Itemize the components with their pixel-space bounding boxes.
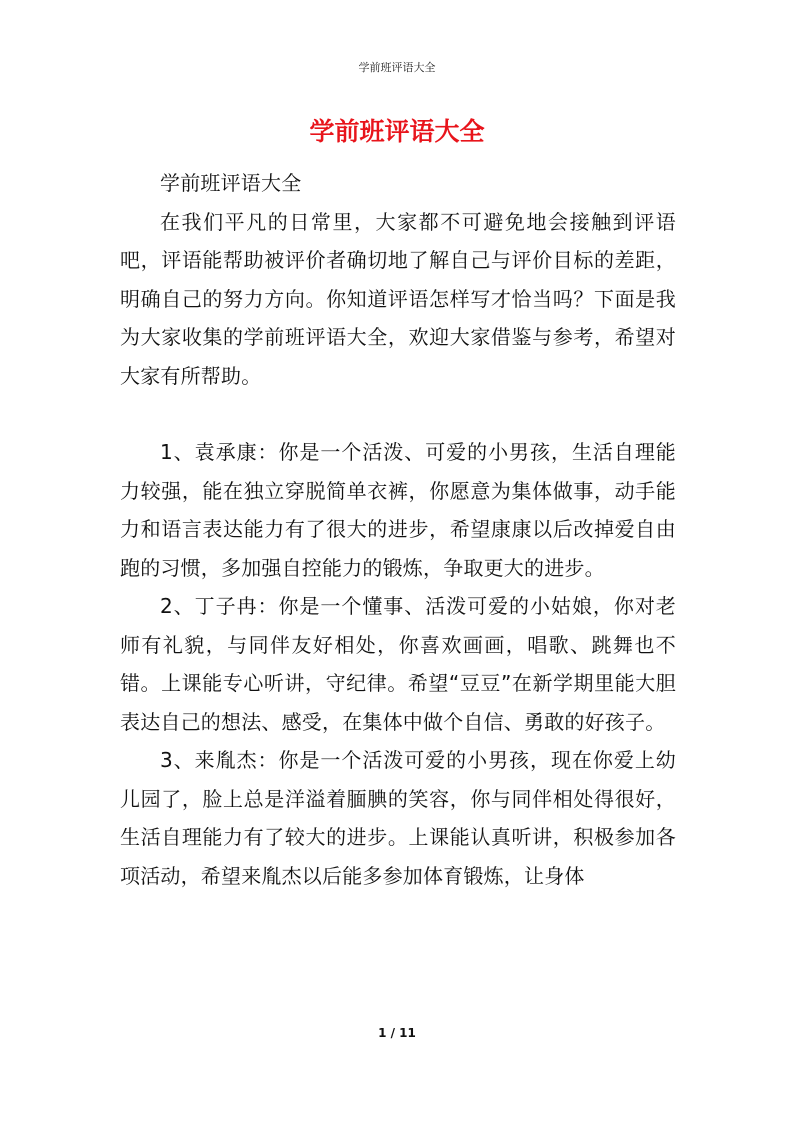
running-header: 学前班评语大全 [358,61,436,74]
comment-paragraph-2: 2、丁子冉：你是一个懂事、活泼可爱的小姑娘，你对老师有礼貌，与同伴友好相处，你喜欢画画，唱歌、跳舞也不错。上课能专心听讲，守纪律。希望“豆豆”在新学期里能大胆表达自己的想法、感受，在集体中做个自信、勇敢的好孩子。 [120,594,676,734]
intro-paragraph: 在我们平凡的日常里，大家都不可避免地会接触到评语吧，评语能帮助被评价者确切地了解自己与评价目标的差距，明确自己的努力方向。你知道评语怎样写才恰当吗？下面是我为大家收集的学前班评语大全，欢迎大家借鉴与参考，希望对大家有所帮助。 [120,209,676,388]
paragraph-spacer [120,395,676,433]
comment-paragraph-1: 1、袁承康：你是一个活泼、可爱的小男孩，生活自理能力较强，能在独立穿脱简单衣裤，你愿意为集体做事，动手能力和语言表达能力有了很大的进步，希望康康以后改掉爱自由跑的习惯，多加强自控能力的锻炼，争取更大的进步。 [120,440,676,580]
page-indicator: 1 / 11 [378,1026,416,1040]
comment-paragraph-3: 3、来胤杰：你是一个活泼可爱的小男孩，现在你爱上幼儿园了，脸上总是洋溢着腼腆的笑容，你与同伴相处得很好，生活自理能力有了较大的进步。上课能认真听讲，积极参加各项活动，希望来胤杰以后能多参加体育锻炼，让身体 [120,748,676,888]
subtitle-paragraph: 学前班评语大全 [160,171,302,195]
document-title: 学前班评语大全 [309,117,485,146]
document-body [120,164,676,895]
